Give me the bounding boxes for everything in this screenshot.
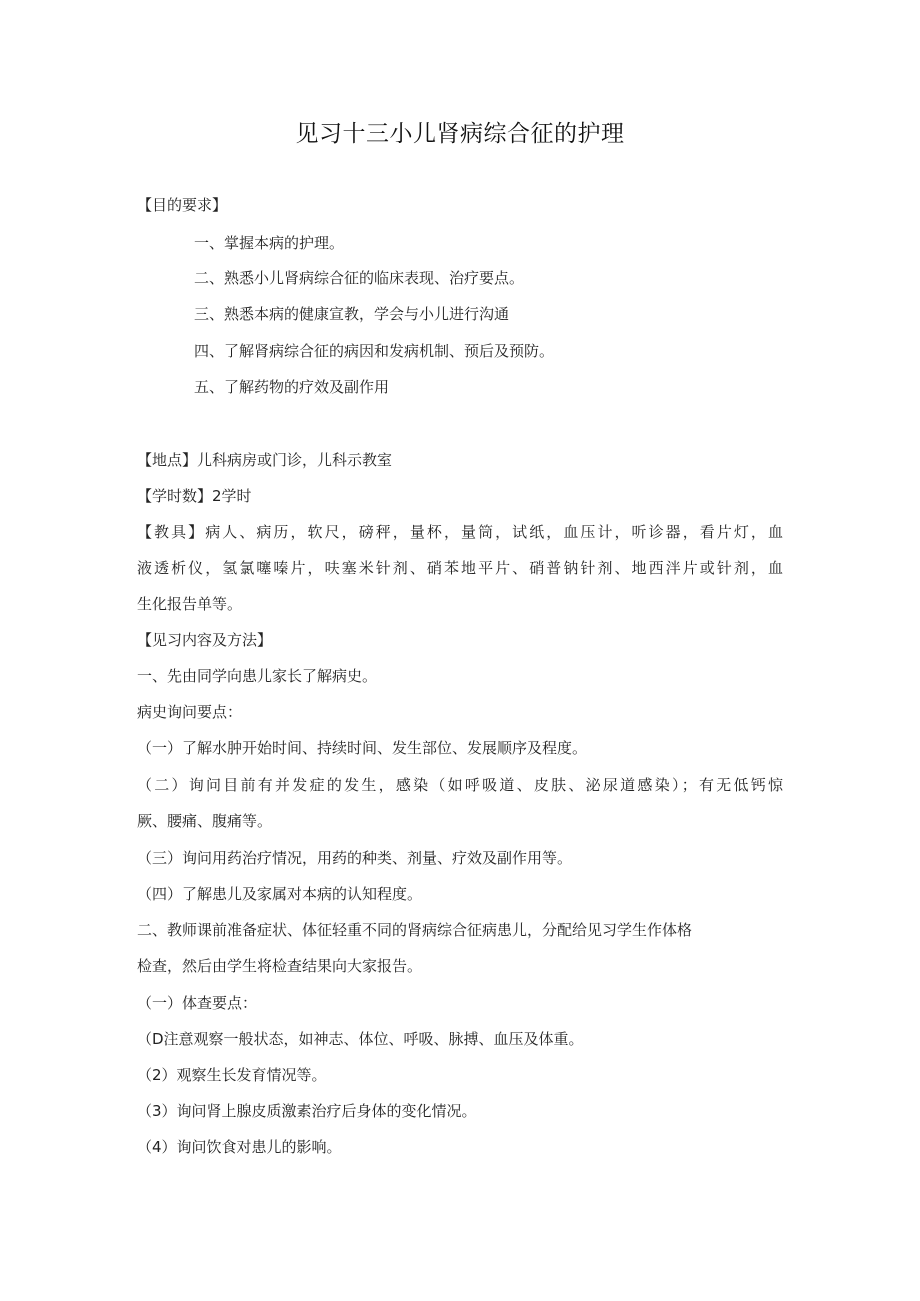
objective-item: 二、熟悉小儿肾病综合征的临床表现、治疗要点。 — [194, 269, 525, 287]
tools-line: 液透析仪，氢氯噻嗪片，呋塞米针剂、硝苯地平片、硝普钠针剂、地西泮片或针剂，血 — [137, 559, 783, 577]
part2-line: 二、教师课前准备症状、体征轻重不同的肾病综合征病患儿，分配给见习学生作体格 — [137, 921, 693, 939]
history-item: （二）询问目前有并发症的发生，感染（如呼吸道、皮肤、泌尿道感染）；有无低钙惊 — [137, 776, 783, 794]
exam-title: （一）体查要点： — [137, 994, 258, 1012]
document-title: 见习十三小儿肾病综合征的护理 — [295, 121, 625, 147]
content-heading: 【见习内容及方法】 — [137, 631, 273, 649]
part2-line: 检查，然后由学生将检查结果向大家报告。 — [137, 957, 423, 975]
tools-line: 生化报告单等。 — [137, 595, 243, 613]
history-item: 厥、腰痛、腹痛等。 — [137, 812, 273, 830]
history-item: （一）了解水肿开始时间、持续时间、发生部位、发展顺序及程度。 — [137, 739, 588, 757]
location-line: 【地点】儿科病房或门诊，儿科示教室 — [137, 451, 393, 469]
exam-item: （2）观察生长发育情况等。 — [137, 1066, 327, 1084]
tools-line: 【教具】病人、病历，软尺，磅秤，量杯，量筒，试纸，血压计，听诊器，看片灯，血 — [137, 523, 783, 541]
exam-item: （3）询问肾上腺皮质激素治疗后身体的变化情况。 — [137, 1102, 477, 1120]
hours-line: 【学时数】2学时 — [137, 487, 252, 505]
exam-item: （4）询问饮食对患儿的影响。 — [137, 1138, 342, 1156]
objective-item: 四、了解肾病综合征的病因和发病机制、预后及预防。 — [194, 342, 555, 360]
objective-item: 一、掌握本病的护理。 — [194, 234, 345, 252]
history-item: （三）询问用药治疗情况，用药的种类、剂量、疗效及副作用等。 — [137, 849, 573, 867]
objective-item: 五、了解药物的疗效及副作用 — [194, 378, 390, 396]
objectives-heading: 【目的要求】 — [137, 196, 228, 214]
part1-title: 一、先由同学向患儿家长了解病史。 — [137, 667, 378, 685]
history-item: （四）了解患儿及家属对本病的认知程度。 — [137, 885, 423, 903]
part1-subtitle: 病史询问要点： — [137, 703, 243, 721]
objective-item: 三、熟悉本病的健康宣教，学会与小儿进行沟通 — [194, 305, 510, 323]
exam-item: （D注意观察一般状态，如神志、体位、呼吸、脉搏、血压及体重。 — [137, 1030, 584, 1048]
